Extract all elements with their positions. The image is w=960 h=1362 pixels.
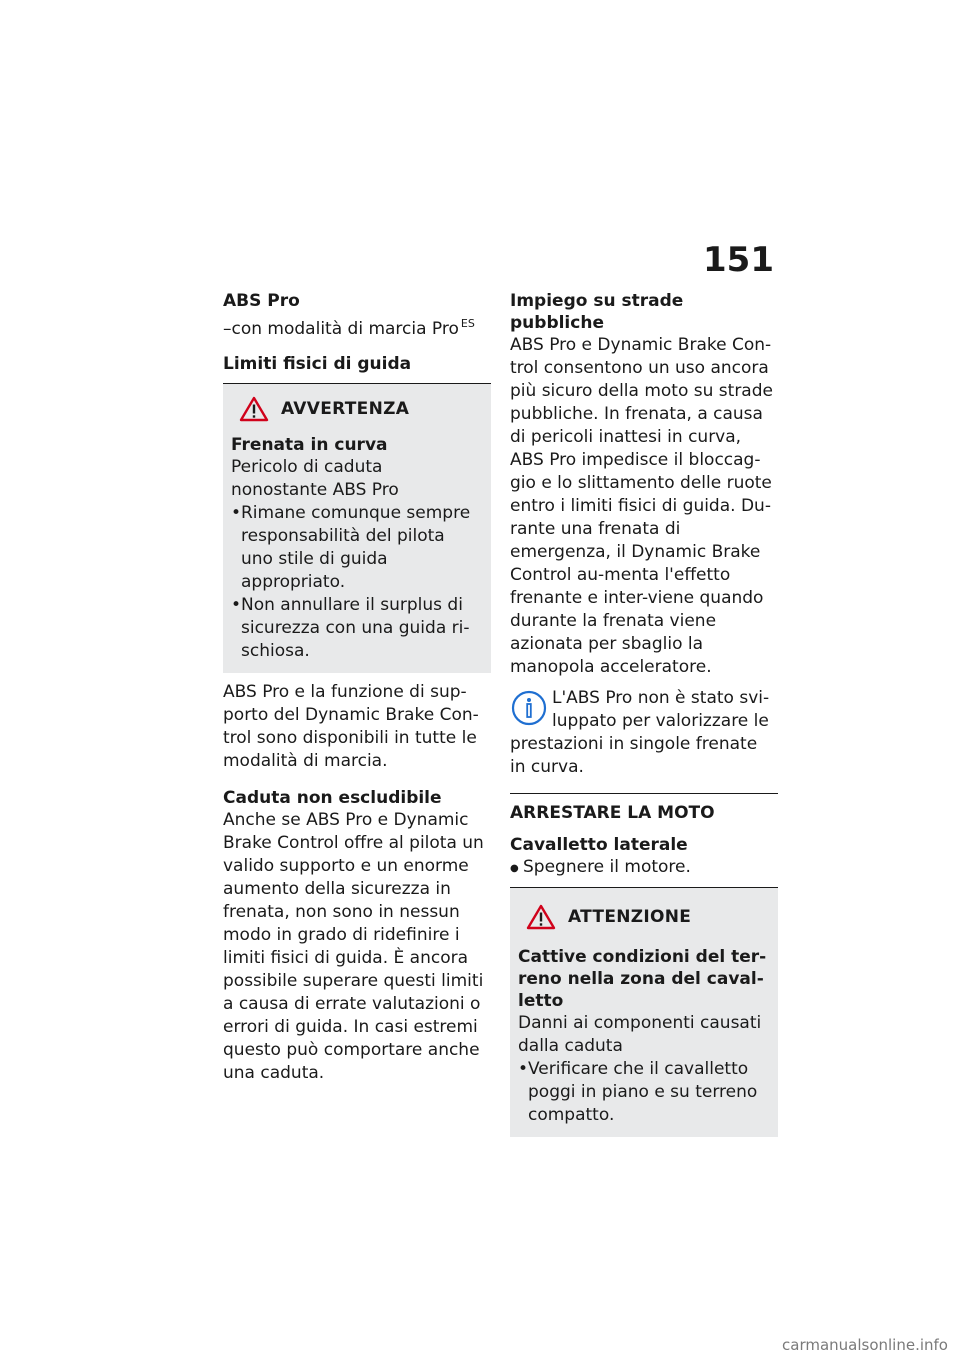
warning-header (231, 396, 481, 422)
info-note (510, 687, 778, 779)
left-column (223, 290, 491, 1085)
list-item: • Verificare che il cavalletto poggi in piano e su terreno compatto. (518, 1058, 768, 1127)
caution-title: ATTENZIONE (568, 907, 692, 927)
list-item: ● Spegnere il motore. (510, 856, 778, 879)
section-title-stop: ARRESTARE LA MOTO (510, 803, 715, 823)
caution-list (518, 1058, 768, 1127)
heading-strade: Impiego su strade pubbliche (510, 291, 684, 333)
list-item: • Non annullare il surplus di sicurezza con una guida ri-schiosa. (231, 594, 481, 663)
warning-triangle-icon (526, 904, 556, 930)
page-number: 151 (703, 240, 774, 280)
footer-watermark: carmanualsonline.info (782, 1336, 948, 1354)
steps-list (510, 856, 778, 879)
es-superscript: ES (460, 317, 475, 330)
section-title-limits: Limiti fisici di guida (223, 354, 412, 374)
warning-box (223, 384, 491, 673)
paragraph-caduta: Anche se ABS Pro e Dynamic Brake Control offre al pilota un valido supporto e un enorme aumento della sicurezza in frenata, non sono in nessun modo in grado di ridefinire i limiti fisici di guida. È ancora possibile superare questi limiti a causa di errate valutazioni o errori di guida. In casi estremi questo può comportare anche una caduta. (223, 810, 484, 1083)
info-text: L'ABS Pro non è stato svi-luppato per valorizzare le prestazioni in singole frenate in curva. (510, 688, 770, 777)
heading-cavalletto: Cavalletto laterale (510, 835, 688, 855)
caution-subtitle: Cattive condizioni del ter-reno nella zona del caval-letto (518, 947, 767, 1011)
warning-text: Pericolo di caduta nonostante ABS Pro (231, 457, 399, 500)
warning-list (231, 502, 481, 663)
warning-subtitle: Frenata in curva (231, 435, 388, 455)
paragraph-strade: ABS Pro e Dynamic Brake Con-trol consentono un uso ancora più sicuro della moto su strade pubbliche. In frenata, a causa di pericoli inattesi in curva, ABS Pro impedisce il bloccag-gio e lo slittamento delle ruote entro i limiti fisici di guida. Du-rante una frenata di emergenza, il Dynamic Brake Control au-menta l'effetto frenante e inter-viene quando durante la frenata viene azionata per sbaglio la manopola acceleratore. (510, 335, 773, 677)
subheading-text: –con modalità di marcia Pro (223, 319, 459, 339)
caution-box (510, 888, 778, 1137)
paragraph-abs-modes: ABS Pro e la funzione di sup-porto del Dynamic Brake Con-trol sono disponibili in tutte le modalità di marcia. (223, 682, 479, 771)
warning-title: AVVERTENZA (281, 399, 410, 419)
caution-header (518, 904, 768, 930)
warning-triangle-icon (239, 396, 269, 422)
caution-text: Danni ai componenti causati dalla caduta (518, 1013, 762, 1056)
right-column (510, 290, 778, 1137)
heading-caduta: Caduta non escludibile (223, 788, 442, 808)
abs-pro-subheading (223, 312, 491, 341)
abs-pro-heading: ABS Pro (223, 291, 300, 311)
info-icon (510, 689, 548, 727)
list-item: • Rimane comunque sempre responsabilità del pilota uno stile di guida appropriato. (231, 502, 481, 594)
